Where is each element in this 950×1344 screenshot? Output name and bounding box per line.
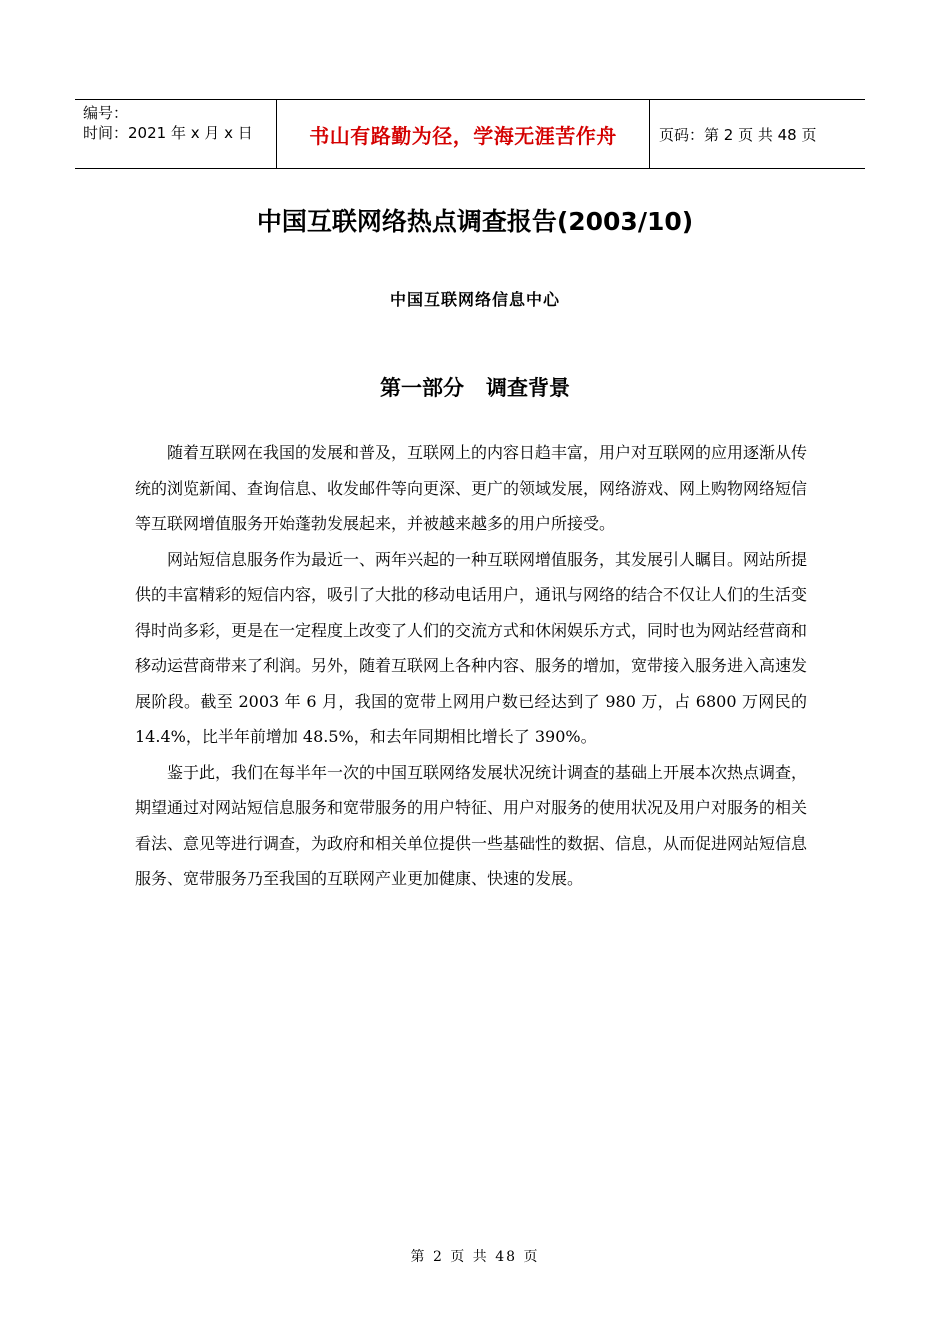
document-body	[135, 435, 807, 897]
organization-name: 中国互联网络信息中心	[389, 290, 560, 309]
document-date: 时间：2021 年 x 月 x 日	[83, 124, 253, 142]
body-paragraph: 随着互联网在我国的发展和普及，互联网上的内容日趋丰富，用户对互联网的应用逐渐从传统的浏览新闻、查询信息、收发邮件等向更深、更广的领域发展，网络游戏、网上购物网络短信等互联网增值服务开始蓬勃发展起来，并被越来越多的用户所接受。	[135, 443, 808, 533]
header-meta	[75, 100, 277, 168]
page-footer: 第 2 页 共 48 页	[410, 1249, 540, 1265]
header-motto: 书山有路勤为径，学海无涯苦作舟	[277, 100, 650, 168]
document-title: 中国互联网络热点调查报告(2003/10)	[256, 207, 694, 236]
body-paragraph: 鉴于此，我们在每半年一次的中国互联网络发展状况统计调查的基础上开展本次热点调查，期望通过对网站短信息服务和宽带服务的用户特征、用户对服务的使用状况及用户对服务的相关看法、意见等进行调查，为政府和相关单位提供一些基础性的数据、信息，从而促进网站短信息服务、宽带服务乃至我国的互联网产业更加健康、快速的发展。	[135, 762, 808, 888]
section-heading: 第一部分 调查背景	[380, 376, 570, 400]
document-number-label: 编号：	[83, 104, 129, 122]
body-paragraph: 网站短信息服务作为最近一、两年兴起的一种互联网增值服务，其发展引人瞩目。网站所提供的丰富精彩的短信内容，吸引了大批的移动电话用户，通讯与网络的结合不仅让人们的生活变得时尚多彩，更是在一定程度上改变了人们的交流方式和休闲娱乐方式，同时也为网站经营商和移动运营商带来了利润。另外，随着互联网上各种内容、服务的增加，宽带接入服务进入高速发展阶段。截至 2003 年 6 月，我国的宽带上网用户数已经达到了 980 万，占 6800 万网民的 14.4%，比半年前增加 48.5%，和去年同期相比增长了 390%。	[135, 549, 808, 746]
page-header	[75, 99, 865, 169]
header-page-info: 页码：第 2 页 共 48 页	[659, 125, 817, 144]
